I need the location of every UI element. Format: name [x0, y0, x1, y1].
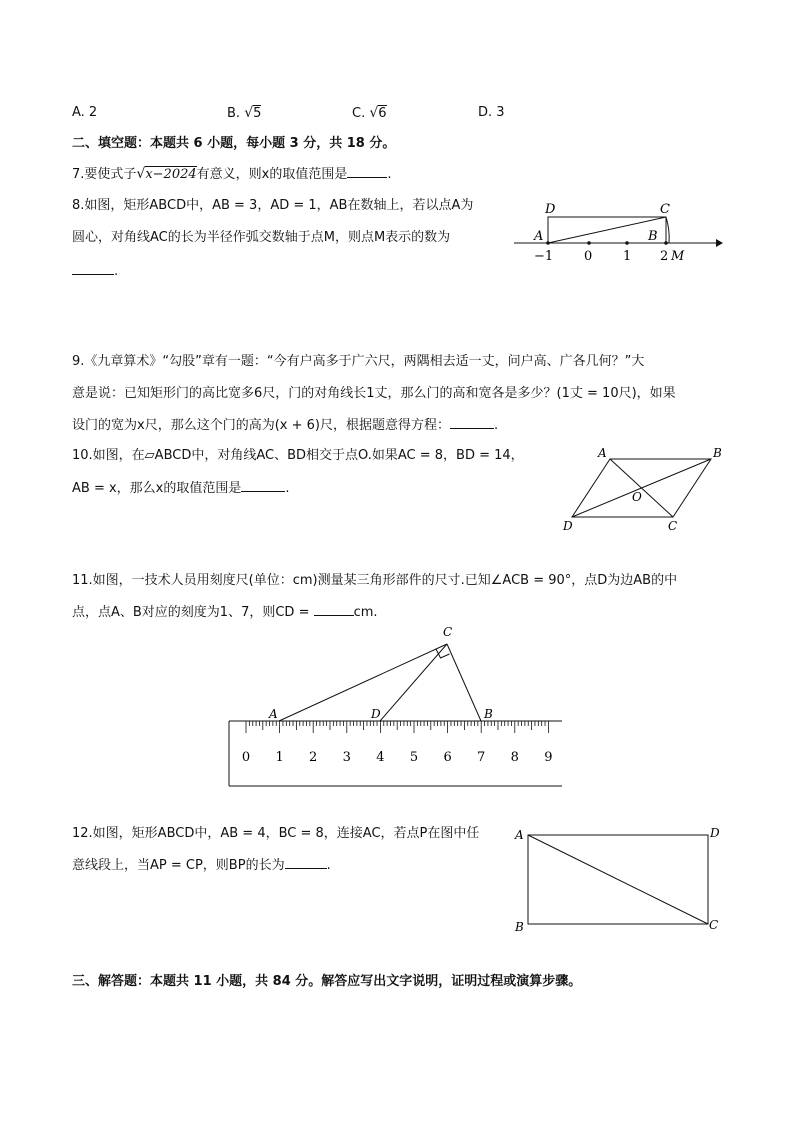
q10-line-2-text: AB = x，那么x的取值范围是	[72, 481, 242, 496]
ruler-scale-label: 6	[443, 750, 452, 765]
label-d: D	[710, 826, 720, 840]
q8-end: .	[114, 264, 119, 279]
q7-end: .	[387, 167, 392, 182]
question-9-line-2: 意是说：已知矩形门的高比宽多6尺，门的对角线长1丈，那么门的高和宽各是多少？(1丈 = 10尺)，如果	[72, 386, 676, 401]
tick-label: 0	[584, 249, 593, 264]
question-8-line-3	[72, 262, 118, 281]
ruler-scale-label: 4	[376, 750, 385, 765]
tick-point	[664, 241, 668, 245]
q12-figure	[510, 823, 730, 935]
label-b: B	[648, 229, 658, 244]
q9-line-3-text: 设门的宽为x尺，那么这个门的高为(x + 6)尺，根据题意得方程：	[72, 418, 450, 433]
option-b-label: B.	[227, 106, 245, 121]
option-b	[227, 104, 261, 123]
ruler-scale-label: 2	[309, 750, 318, 765]
q8-figure	[510, 198, 730, 268]
question-7	[72, 165, 391, 184]
answer-blank	[314, 603, 354, 616]
label-b: B	[713, 446, 722, 460]
q9-end: .	[493, 418, 499, 433]
sqrt-symbol: √	[244, 105, 254, 121]
option-b-radicand: 5	[253, 106, 262, 121]
option-c-radicand: 6	[378, 106, 387, 121]
question-10-line-1: 10.如图，在▱ABCD中，对角线AC、BD相交于点O.如果AC = 8，BD = 14，	[72, 448, 524, 463]
label-b: B	[515, 920, 524, 934]
label-c: C	[709, 918, 719, 932]
diagonal-ac	[528, 835, 708, 924]
label-a: A	[269, 707, 278, 721]
q12-end: .	[326, 858, 331, 873]
tick-point	[587, 241, 591, 245]
label-c: C	[443, 625, 453, 639]
ruler-scale-label: 8	[510, 750, 519, 765]
option-c	[352, 104, 387, 123]
ruler-scale-label: 7	[477, 750, 486, 765]
answer-blank	[347, 165, 387, 178]
option-c-label: C.	[352, 106, 370, 121]
ruler-scale-label: 9	[544, 750, 553, 765]
side-cb	[447, 644, 481, 721]
answer-blank	[285, 856, 327, 869]
question-11-line-1: 11.如图，一技术人员用刻度尺(单位：cm)测量某三角形部件的尺寸.已知∠ACB = 90°，点D为边AB的中	[72, 573, 678, 588]
label-o: O	[632, 490, 642, 504]
axis-arrow-icon	[716, 239, 723, 247]
question-8-line-2: 圆心，对角线AC的长为半径作弧交数轴于点M，则点M表示的数为	[72, 230, 451, 245]
ruler-scale-label: 5	[409, 750, 419, 765]
sqrt-symbol: √	[136, 166, 146, 182]
label-a: A	[534, 229, 544, 244]
answer-blank	[241, 479, 285, 492]
q7-radicand: x−2024	[145, 167, 197, 182]
answer-blank	[450, 416, 494, 429]
section-3-heading: 三、解答题：本题共 11 小题，共 84 分。解答应写出文字说明，证明过程或演算步骤。	[72, 974, 582, 989]
side-ac	[279, 644, 447, 721]
label-d: D	[545, 202, 556, 217]
question-12-line-2	[72, 856, 331, 875]
tick-point	[625, 241, 629, 245]
label-c: C	[660, 202, 670, 217]
option-d: D. 3	[478, 105, 505, 120]
q12-line-2-text: 意线段上，当AP = CP，则BP的长为	[72, 858, 285, 873]
q11-line-2-text: 点，点A、B对应的刻度为1、7，则CD =	[72, 605, 314, 620]
q10-end: .	[285, 481, 290, 496]
label-c: C	[668, 519, 678, 533]
label-a: A	[515, 828, 524, 842]
label-b: B	[484, 707, 493, 721]
question-12-line-1: 12.如图，矩形ABCD中，AB = 4，BC = 8，连接AC，若点P在图中任	[72, 826, 480, 841]
ruler-ticks	[246, 721, 548, 733]
tick-point	[546, 241, 550, 245]
section-2-heading: 二、填空题：本题共 6 小题，每小题 3 分，共 18 分。	[72, 136, 396, 151]
label-m: M	[671, 249, 685, 264]
ruler-labels	[242, 750, 553, 765]
q7-suffix: 有意义，则x的取值范围是	[196, 167, 348, 182]
ruler	[229, 721, 562, 786]
right-angle-mark-icon	[436, 649, 450, 658]
question-9-line-1: 9.《九章算术》“勾股”章有一题：“今有户高多于广六尺，两隅相去适一丈，问户高、广各几何？”大	[72, 354, 645, 369]
option-a: A. 2	[72, 105, 98, 120]
question-10-line-2	[72, 479, 290, 498]
label-d: D	[371, 707, 381, 721]
sqrt-symbol: √	[369, 105, 379, 121]
question-9-line-3	[72, 416, 498, 435]
q10-figure	[558, 440, 733, 536]
question-8-line-1: 8.如图，矩形ABCD中，AB = 3，AD = 1，AB在数轴上，若以点A为	[72, 198, 474, 213]
ruler-scale-label: 3	[342, 750, 351, 765]
q7-prefix: 7.要使式子	[72, 167, 137, 182]
median-cd	[380, 644, 447, 721]
ruler-scale-label: 0	[241, 750, 251, 765]
diagonal-bd	[572, 459, 711, 517]
answer-blank	[72, 262, 114, 275]
q11-unit: cm.	[353, 605, 378, 620]
ruler-scale-label: 1	[275, 750, 284, 765]
tick-label: 1	[623, 249, 632, 264]
tick-label: 2	[660, 249, 669, 264]
label-a: A	[598, 446, 607, 460]
tick-label: −1	[534, 249, 554, 264]
q11-figure	[222, 620, 567, 792]
label-d: D	[563, 519, 573, 533]
